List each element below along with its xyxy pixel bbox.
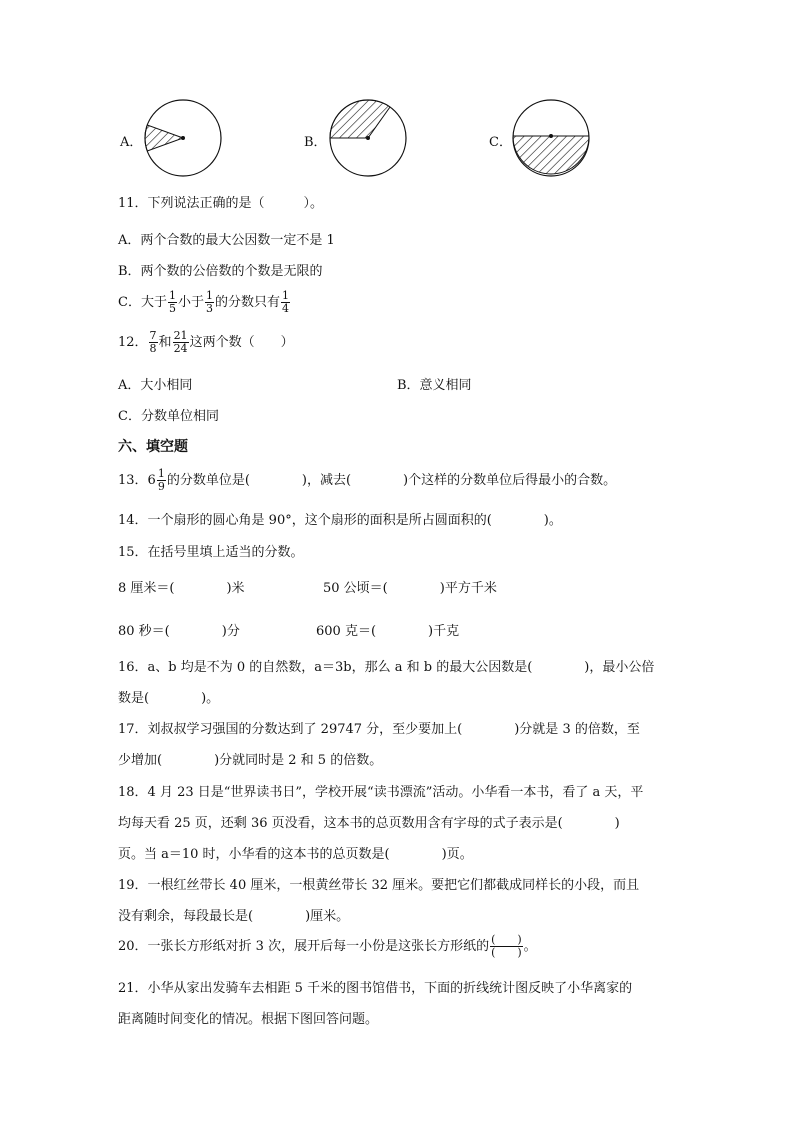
q18-line1: 18．4 月 23 日是“世界读书日”，学校开展“读书漂流”活动。小华看一本书，看了 a 天，平 bbox=[118, 785, 644, 800]
section-title: 六、填空题 bbox=[118, 439, 188, 455]
q12-option-c: C．分数单位相同 bbox=[118, 409, 219, 424]
q18-line2: 均每天看 25 页，还剩 36 页没看，这本书的总页数用含有字母的式子表示是( ) bbox=[118, 816, 620, 831]
fraction bbox=[205, 290, 214, 315]
q11-c-mid2: 的分数只有 bbox=[214, 295, 280, 310]
fraction-denominator: 4 bbox=[281, 302, 289, 315]
fraction-numerator: 1 bbox=[205, 289, 213, 302]
q10-option-a-circle bbox=[143, 98, 223, 178]
q12-option-a: A．大小相同 bbox=[118, 378, 193, 393]
q11-c-mid: 小于 bbox=[177, 295, 204, 310]
q21-line2: 距离随时间变化的情况。根据下图回答问题。 bbox=[118, 1012, 379, 1027]
q20-prefix: 20．一张长方形纸对折 3 次，展开后每一小份是这张长方形纸的 bbox=[118, 939, 490, 954]
fraction-blank bbox=[490, 934, 523, 959]
q10-option-a-label: A． bbox=[120, 135, 143, 150]
fraction-numerator: 1 bbox=[168, 289, 176, 302]
fraction-denominator: 3 bbox=[205, 302, 213, 315]
q13-prefix: 13．6 bbox=[118, 473, 156, 488]
q20 bbox=[118, 934, 537, 959]
q16-line1: 16．a、b 均是不为 0 的自然数，a＝3b，那么 a 和 b 的最大公因数是( )，最小公倍 bbox=[118, 660, 655, 675]
q10-option-c-circle bbox=[511, 98, 591, 178]
q11-option-b: B．两个数的公倍数的个数是无限的 bbox=[118, 264, 323, 279]
q20-suffix: 。 bbox=[523, 939, 537, 954]
q15-row1-a: 8 厘米＝( )米 bbox=[118, 581, 245, 596]
q19-line1: 19．一根红丝带长 40 厘米，一根黄丝带长 32 厘米。要把它们都截成同样长的小段，而且 bbox=[118, 878, 640, 893]
q14: 14．一个扇形的圆心角是 90°，这个扇形的面积是所占圆面积的( )。 bbox=[118, 513, 562, 528]
q17-line2: 少增加( )分就同时是 2 和 5 的倍数。 bbox=[118, 753, 383, 768]
q10-option-c-label: C． bbox=[489, 135, 512, 150]
q15-row1-b: 50 公顷＝( )平方千米 bbox=[323, 581, 497, 596]
fraction bbox=[168, 290, 177, 315]
q12-and: 和 bbox=[158, 335, 172, 350]
q16-line2: 数是( )。 bbox=[118, 691, 220, 706]
q11-stem: 11．下列说法正确的是（ ）。 bbox=[118, 196, 324, 211]
q12-option-b: B．意义相同 bbox=[397, 378, 472, 393]
q10-option-b-label: B． bbox=[304, 135, 327, 150]
q12-number: 12． bbox=[118, 335, 148, 350]
q13 bbox=[118, 468, 616, 493]
fraction-denominator: 8 bbox=[149, 342, 157, 355]
q11-option-a: A．两个合数的最大公因数一定不是 1 bbox=[118, 233, 335, 248]
q19-line2: 没有剩余，每段最长是( )厘米。 bbox=[118, 909, 350, 924]
q15-row2-b: 600 克＝( )千克 bbox=[316, 624, 460, 639]
q13-rest: 的分数单位是( )，减去( )个这样的分数单位后得最小的合数。 bbox=[166, 473, 617, 488]
fraction bbox=[157, 468, 166, 493]
q12-stem bbox=[118, 330, 294, 355]
fraction-denominator: 5 bbox=[168, 302, 176, 315]
fraction-denominator: 9 bbox=[157, 480, 165, 493]
fraction-denominator: ( ) bbox=[491, 946, 522, 959]
fraction-numerator: ( ) bbox=[491, 933, 522, 946]
q21-line1: 21．小华从家出发骑车去相距 5 千米的图书馆借书，下面的折线统计图反映了小华离家的 bbox=[118, 981, 633, 996]
fraction-denominator: 24 bbox=[173, 342, 188, 355]
q10-option-b-circle bbox=[328, 98, 408, 178]
q15-stem: 15．在括号里填上适当的分数。 bbox=[118, 545, 304, 560]
q11-c-prefix: C．大于 bbox=[118, 295, 167, 310]
fraction-numerator: 1 bbox=[281, 289, 289, 302]
q11-option-c bbox=[118, 290, 291, 315]
q15-row2-a: 80 秒＝( )分 bbox=[118, 624, 240, 639]
fraction-numerator: 1 bbox=[157, 467, 165, 480]
fraction bbox=[149, 330, 158, 355]
fraction-numerator: 7 bbox=[149, 329, 157, 342]
fraction bbox=[281, 290, 290, 315]
fraction bbox=[173, 330, 189, 355]
q12-rest: 这两个数（ ） bbox=[189, 335, 294, 350]
fraction-numerator: 21 bbox=[173, 329, 188, 342]
q18-line3: 页。当 a＝10 时，小华看的这本书的总页数是( )页。 bbox=[118, 847, 473, 862]
q17-line1: 17．刘叔叔学习强国的分数达到了 29747 分，至少要加上( )分就是 3 的倍数，至 bbox=[118, 722, 640, 737]
